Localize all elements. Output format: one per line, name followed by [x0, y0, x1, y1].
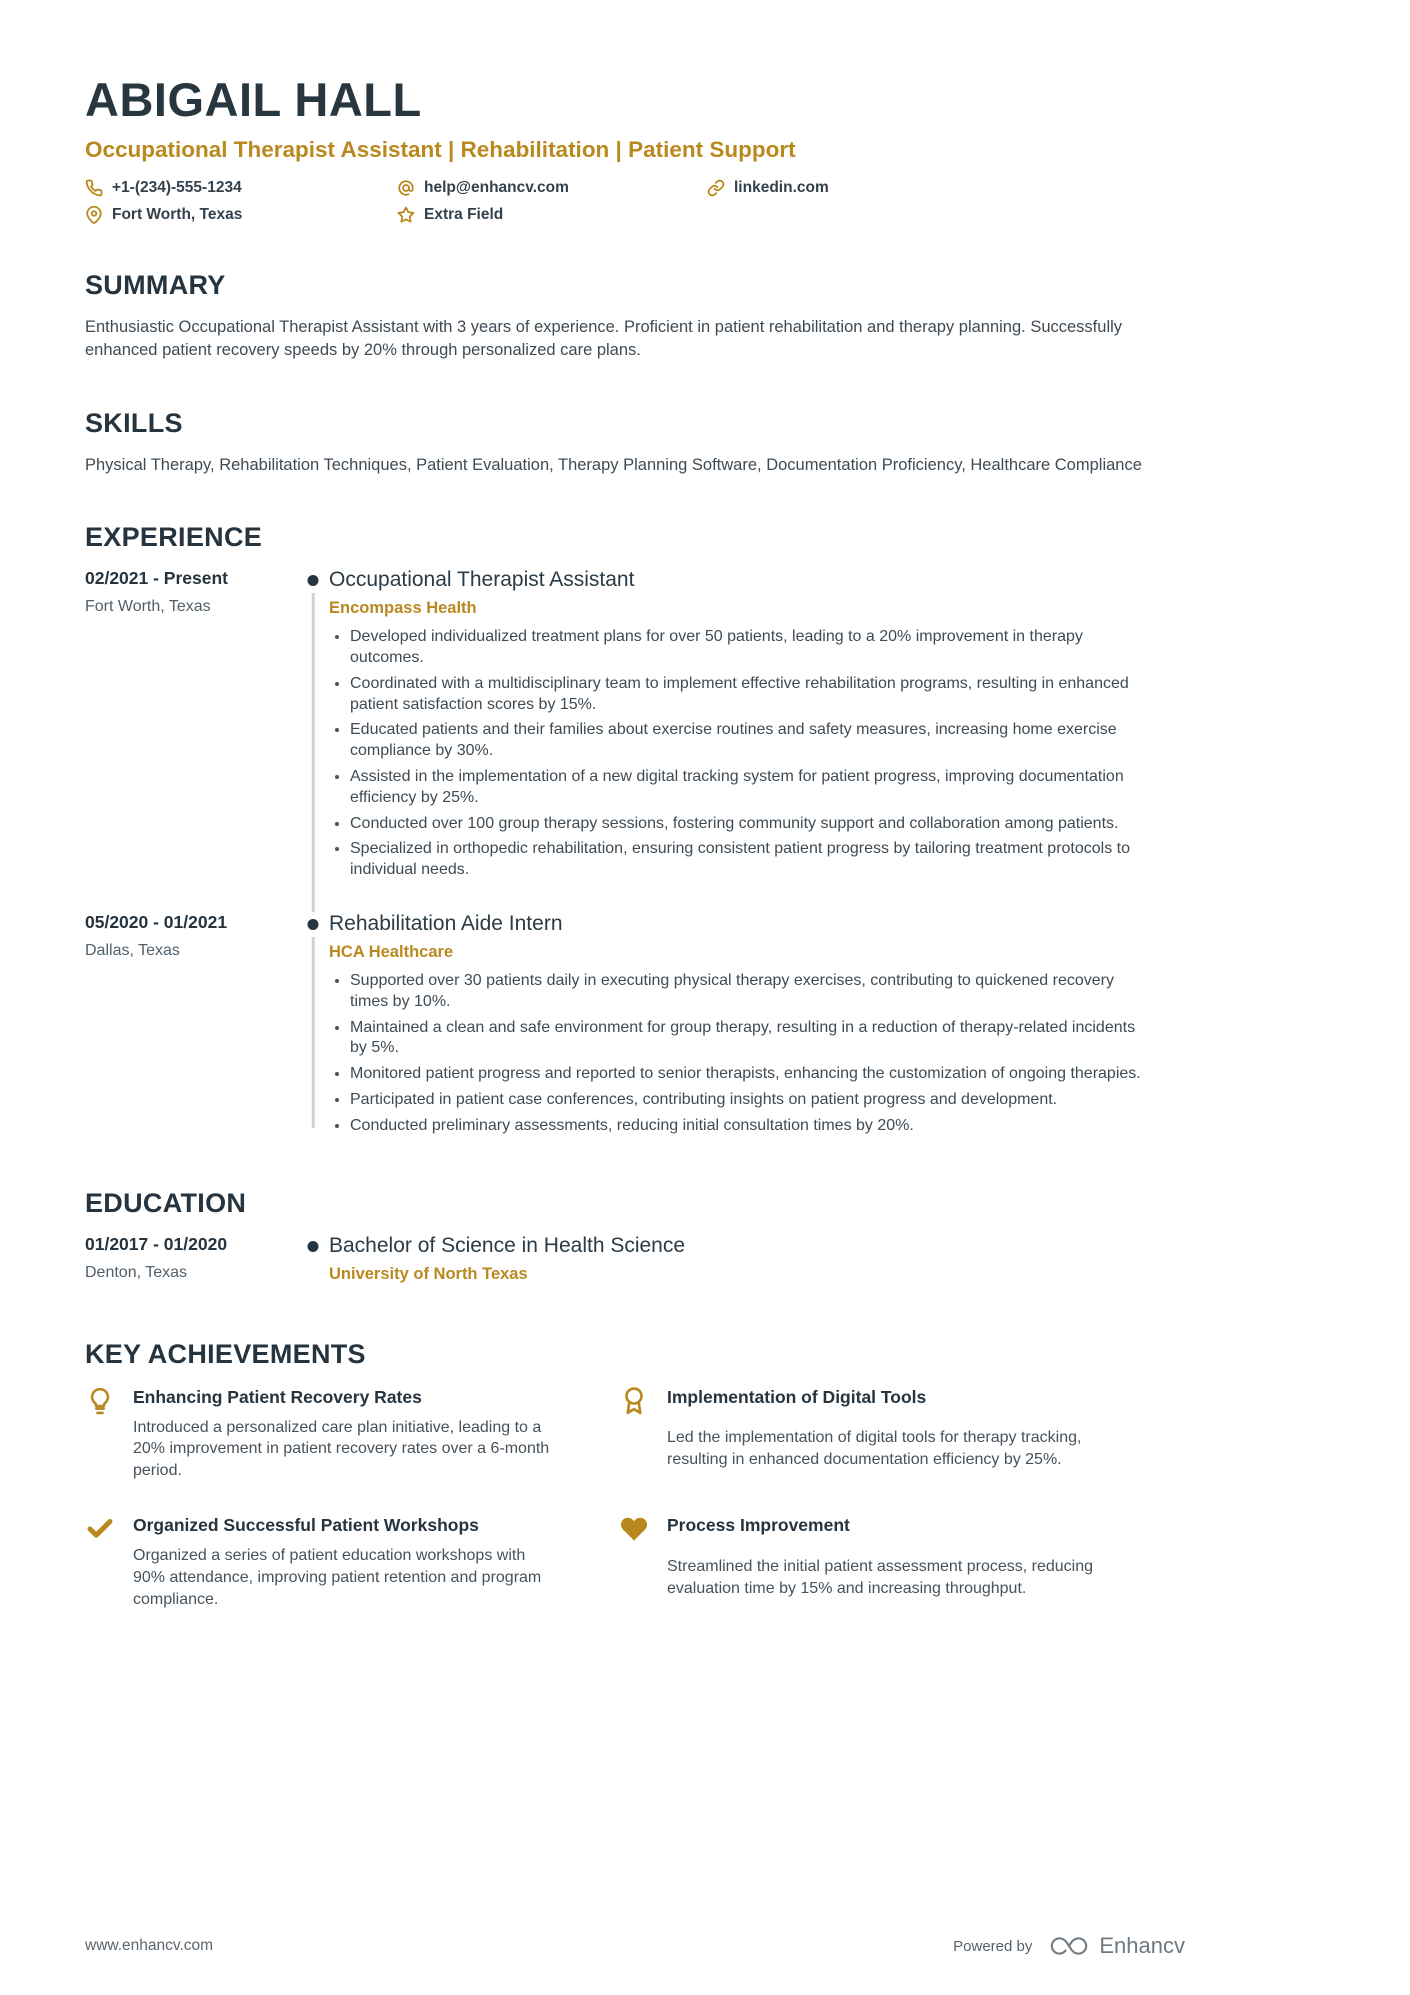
candidate-name: ABIGAIL HALL — [85, 73, 422, 126]
job-title: Occupational Therapist Assistant — [329, 568, 635, 592]
timeline-dot — [308, 1241, 319, 1252]
bullet-item: • Conducted preliminary assessments, reducing initial consultation times by 20%. — [350, 1116, 1147, 1137]
job-bullets — [329, 971, 1147, 1137]
achievement-title: Process Improvement — [667, 1515, 850, 1536]
contact-phone-text: +1-(234)-555-1234 — [112, 179, 242, 196]
entry-body — [329, 1234, 1147, 1293]
bullet-item: • Conducted over 100 group therapy sessions, fostering community support and collaboration among patients. — [350, 814, 1147, 835]
timeline-line — [312, 937, 315, 1128]
entry-body — [329, 912, 1147, 1142]
candidate-headline: Occupational Therapist Assistant | Rehabilitation | Patient Support — [85, 137, 796, 162]
achievement-text: Organized a series of patient education workshops with 90% attendance, improving patient retention and program compliance. — [133, 1547, 542, 1608]
bullet-item: • Educated patients and their families about exercise routines and safety measures, increasing home exercise compliance by 30%. — [350, 720, 1147, 762]
education-heading: EDUCATION — [85, 1187, 247, 1218]
experience-section — [85, 522, 1147, 1141]
entry-meta — [85, 1234, 297, 1293]
achievement-item — [85, 1513, 561, 1610]
achievement-text: Streamlined the initial patient assessment process, reducing evaluation time by 15% and increasing throughput. — [667, 1558, 1093, 1597]
degree-title: Bachelor of Science in Health Science — [329, 1233, 686, 1257]
enhancv-mark-icon — [1048, 1934, 1090, 1958]
star-icon — [397, 206, 415, 224]
bullet-item: • Maintained a clean and safe environment for group therapy, resulting in a reduction of therapy-related incidents by 5%. — [350, 1018, 1147, 1060]
achievement-item — [619, 1385, 1095, 1482]
heart-icon — [619, 1514, 649, 1544]
contact-phone[interactable] — [85, 179, 397, 197]
at-sign-icon — [397, 179, 415, 197]
timeline — [297, 568, 329, 886]
contact-extra-field — [397, 206, 707, 224]
check-icon — [85, 1514, 115, 1544]
resume-content — [85, 72, 1147, 1610]
entry-location: Denton, Texas — [85, 1263, 187, 1281]
achievement-item — [85, 1385, 561, 1482]
skills-section — [85, 408, 1147, 477]
achievement-title: Organized Successful Patient Workshops — [133, 1515, 479, 1536]
skills-heading: SKILLS — [85, 407, 183, 438]
enhancv-logo[interactable] — [1048, 1933, 1185, 1959]
footer-url[interactable]: www.enhancv.com — [85, 1937, 214, 1954]
contact-location — [85, 206, 397, 224]
company-name: Encompass Health — [329, 599, 477, 618]
page-footer — [85, 1933, 1185, 1959]
phone-icon — [85, 179, 103, 197]
bullet-item: • Monitored patient progress and reported to senior therapists, enhancing the customization of ongoing therapies. — [350, 1064, 1147, 1085]
timeline-line — [312, 593, 315, 912]
resume-header — [85, 72, 1147, 224]
enhancv-wordmark: Enhancv — [1099, 1933, 1185, 1958]
education-entry — [85, 1234, 1147, 1293]
medal-icon — [619, 1386, 649, 1416]
timeline — [297, 912, 329, 1142]
company-name: HCA Healthcare — [329, 943, 454, 962]
achievement-item — [619, 1513, 1095, 1610]
achievement-text: Introduced a personalized care plan initiative, leading to a 20% improvement in patient recovery rates over a 6-month period. — [133, 1418, 550, 1479]
bullet-item: • Participated in patient case conferences, contributing insights on patient progress and development. — [350, 1090, 1147, 1111]
bullet-item: • Coordinated with a multidisciplinary team to implement effective rehabilitation programs, resulting in enhanced patient satisfaction scores by 15%. — [350, 674, 1147, 716]
bullet-item: • Specialized in orthopedic rehabilitation, ensuring consistent patient progress by tailoring treatment protocols to individual needs. — [350, 839, 1147, 881]
achievement-title: Enhancing Patient Recovery Rates — [133, 1386, 422, 1407]
achievement-text: Led the implementation of digital tools for therapy tracking, resulting in enhanced documentation efficiency by 25%. — [667, 1429, 1082, 1469]
powered-by-label: Powered by — [953, 1937, 1033, 1955]
timeline-dot — [308, 575, 319, 586]
experience-entry — [85, 568, 1147, 886]
entry-location: Dallas, Texas — [85, 942, 180, 960]
job-bullets — [329, 627, 1147, 881]
achievements-grid — [85, 1385, 1095, 1611]
experience-entry — [85, 912, 1147, 1142]
entry-body — [329, 568, 1147, 886]
entry-dates: 01/2017 - 01/2020 — [85, 1233, 228, 1254]
education-section — [85, 1188, 1147, 1293]
bullet-item: • Assisted in the implementation of a new digital tracking system for patient progress, improving documentation efficiency by 25%. — [350, 767, 1147, 809]
entry-dates: 05/2020 - 01/2021 — [85, 912, 228, 933]
entry-location: Fort Worth, Texas — [85, 598, 211, 616]
summary-heading: SUMMARY — [85, 270, 226, 300]
contact-email[interactable] — [397, 179, 707, 197]
school-name: University of North Texas — [329, 1264, 528, 1283]
contact-linkedin-text: linkedin.com — [734, 179, 829, 196]
job-title: Rehabilitation Aide Intern — [329, 912, 563, 936]
summary-section — [85, 270, 1147, 362]
entry-dates: 02/2021 - Present — [85, 568, 229, 589]
timeline — [297, 1234, 329, 1293]
achievements-section — [85, 1339, 1147, 1611]
lightbulb-icon — [85, 1386, 115, 1416]
entry-meta — [85, 912, 297, 1142]
contact-row — [85, 179, 1147, 224]
experience-heading: EXPERIENCE — [85, 522, 263, 553]
contact-location-text: Fort Worth, Texas — [112, 206, 243, 223]
map-pin-icon — [85, 206, 103, 224]
achievement-title: Implementation of Digital Tools — [667, 1386, 927, 1407]
powered-by — [953, 1933, 1185, 1959]
entry-meta — [85, 568, 297, 886]
timeline-dot — [308, 919, 319, 930]
contact-email-text: help@enhancv.com — [424, 179, 569, 196]
skills-text: Physical Therapy, Rehabilitation Techniques, Patient Evaluation, Therapy Planning Software, Documentation Proficiency, Healthcare Compliance — [85, 455, 1142, 474]
bullet-item: • Supported over 30 patients daily in executing physical therapy exercises, contributing to quickened recovery times by 10%. — [350, 971, 1147, 1013]
contact-extra-text: Extra Field — [424, 206, 504, 223]
contact-linkedin[interactable] — [707, 179, 1147, 197]
achievements-heading: KEY ACHIEVEMENTS — [85, 1338, 366, 1369]
link-icon — [707, 179, 725, 197]
summary-text: Enthusiastic Occupational Therapist Assistant with 3 years of experience. Proficient in patient rehabilitation and therapy planning. Successfully enhanced patient recovery speeds by 20% through personalized care plans. — [85, 318, 1123, 359]
bullet-item: • Developed individualized treatment plans for over 50 patients, leading to a 20% improvement in therapy outcomes. — [350, 627, 1147, 669]
